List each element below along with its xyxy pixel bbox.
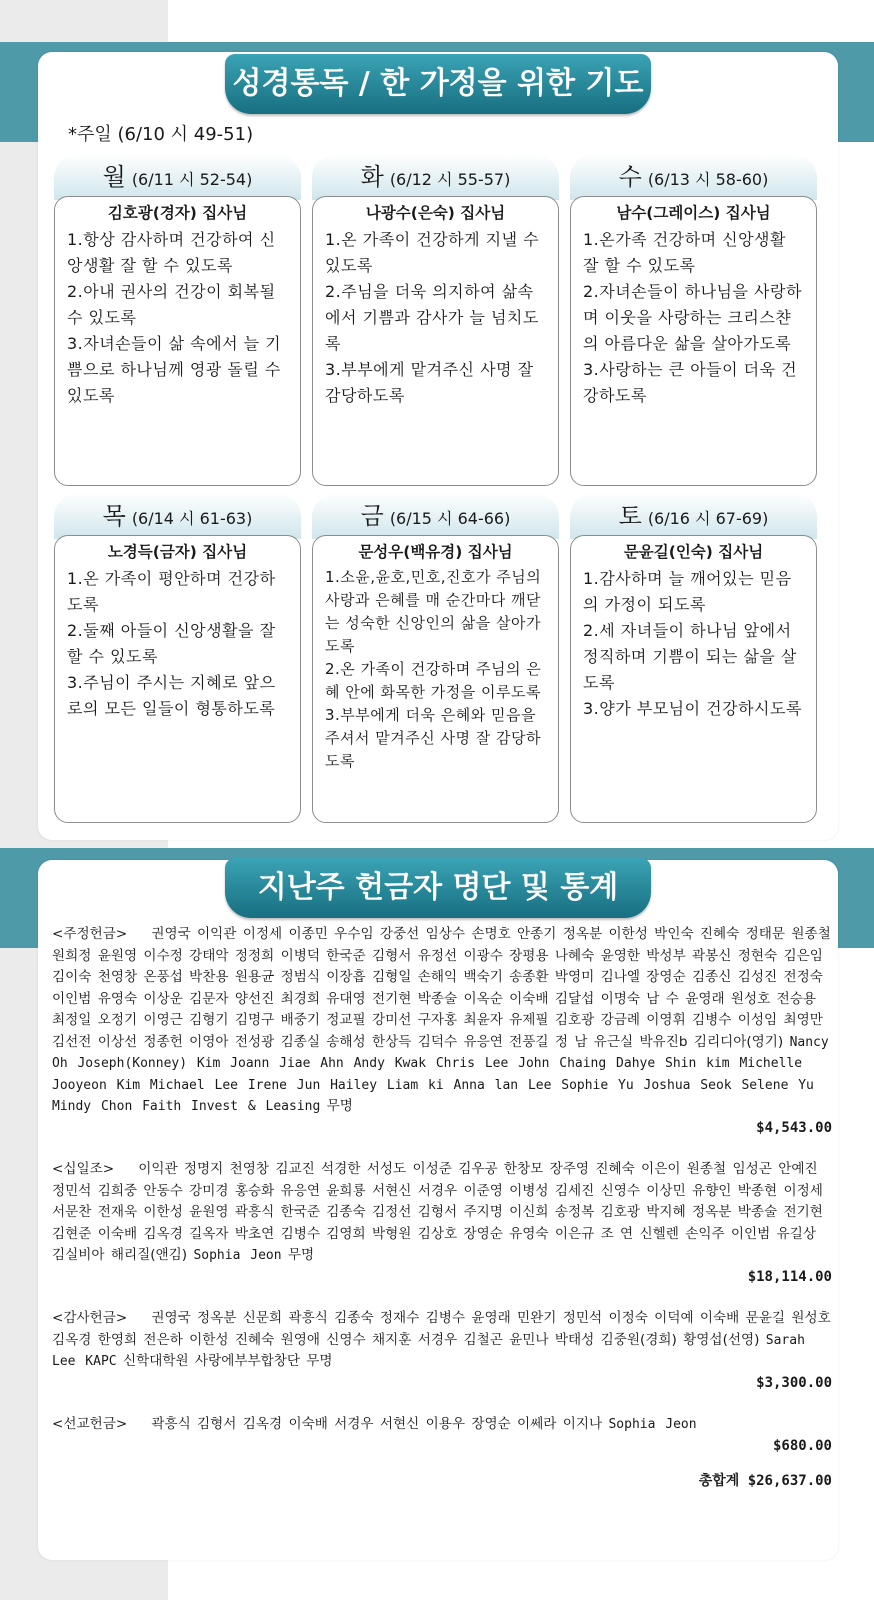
family-name: 문윤길(인숙) 집사님 bbox=[623, 543, 764, 561]
day-header-tue bbox=[312, 154, 559, 200]
prayer-item: 1.온가족 건강하며 신앙생활 잘 할 수 있도록 bbox=[583, 230, 786, 275]
day-header-wed bbox=[570, 154, 817, 200]
prayer-title: 성경통독 / 한 가정을 위한 기도 bbox=[225, 54, 651, 114]
section-label: <감사헌금> bbox=[52, 1310, 128, 1326]
prayer-item: 1.온 가족이 평안하며 건강하도록 bbox=[67, 569, 276, 614]
prayer-item: 3.주님이 주시는 지혜로 앞으로의 모든 일들이 형통하도록 bbox=[67, 673, 276, 718]
donor-names: 이익관 정명지 천영창 김교진 석경한 서성도 이성준 김우공 한창모 장주영 진혜숙 이은이 원종철 임성곤 안예진 정민석 김희중 안동수 강미경 홍승화 유응연 윤희룡 서현신 서경우 이준영 이병성 김세진 신영수 이상민 유향인 박종현 이정세 서문찬 전재욱 이한성 윤원영 곽흥식 한국준 김종숙 김정선 김형서 주지명 이신희 송정복 김호광 박지혜 정옥분 박종술 전기현 김현준 이숙배 김옥경 길옥자 박초연 김병수 김영희 박형원 김상호 장영순 유영숙 이은규 조 연 신헬렌 손익주 이인범 유길상 김실비아 해리질(앤김) bbox=[52, 1161, 823, 1263]
family-name: 문성우(백유경) 집사님 bbox=[358, 543, 513, 561]
donor-names: 곽흥식 김형서 김옥경 이숙배 서경우 서현신 이용우 장영순 이쎄라 이지나 bbox=[151, 1416, 603, 1432]
sunday-reading: *주일 (6/10 시 49-51) bbox=[68, 124, 254, 145]
donor-names-english: Sophia Jeon bbox=[193, 1248, 282, 1263]
donor-names-english: Nancy Oh Joseph(Konney) Kim Joann Jiae Ahn Andy Kwak Chris Lee John Chaing Dahye Shin kim Michelle Jooyeon Kim Michael Lee Irene Jun Hailey Liam ki Anna lan Lee Sophie Yu Joshua Seok Selene Yu Mindy Chon Faith Invest & Leasing bbox=[52, 1034, 829, 1114]
grand-total: 총합계 $26,637.00 bbox=[698, 1473, 832, 1489]
day-label: 수 bbox=[618, 163, 642, 191]
prayer-card-tue bbox=[312, 196, 559, 486]
day-label: 목 bbox=[102, 502, 126, 530]
prayer-item: 3.자녀손들이 삶 속에서 늘 기쁨으로 하나님께 영광 돌릴 수 있도록 bbox=[67, 334, 282, 405]
prayer-card-fri bbox=[312, 535, 559, 823]
donor-names-tail: 신학대학원 사랑에부부합창단 무명 bbox=[122, 1353, 333, 1369]
day-label: 월 bbox=[102, 163, 126, 191]
section-label: <십일조> bbox=[52, 1161, 115, 1177]
prayer-card-sat bbox=[570, 535, 817, 823]
day-label: 금 bbox=[360, 502, 384, 530]
donor-names-tail: 무명 bbox=[287, 1247, 315, 1263]
day-reading: (6/15 시 64-66) bbox=[389, 509, 511, 528]
prayer-item: 2.둘째 아들이 신앙생활을 잘 할 수 있도록 bbox=[67, 621, 276, 666]
prayer-item: 2.주님을 더욱 의지하여 삶속에서 기쁨과 감사가 늘 넘치도록 bbox=[325, 282, 539, 353]
prayer-item: 1.감사하며 늘 깨어있는 믿음의 가정이 되도록 bbox=[583, 569, 792, 614]
prayer-item: 3.사랑하는 큰 아들이 더욱 건강하도록 bbox=[583, 360, 798, 405]
section-label: <선교헌금> bbox=[52, 1416, 128, 1432]
donor-names-english: Sophia Jeon bbox=[608, 1417, 697, 1432]
section-amount: $18,114.00 bbox=[747, 1268, 832, 1285]
offering-section-mission bbox=[52, 1414, 832, 1457]
prayer-item: 2.온 가족이 건강하며 주님의 은혜 안에 화목한 가정을 이루도록 bbox=[325, 660, 542, 701]
prayer-card-mon bbox=[54, 196, 301, 486]
day-reading: (6/13 시 58-60) bbox=[647, 170, 769, 189]
day-header-mon bbox=[54, 154, 301, 200]
day-reading: (6/12 시 55-57) bbox=[389, 170, 511, 189]
day-reading: (6/14 시 61-63) bbox=[131, 509, 253, 528]
section-amount: $4,543.00 bbox=[756, 1119, 832, 1136]
section-amount: $680.00 bbox=[772, 1437, 832, 1454]
prayer-card-wed bbox=[570, 196, 817, 486]
day-header-fri bbox=[312, 493, 559, 539]
donor-names: 권영국 정옥분 신문희 곽흥식 김종숙 정재수 김병수 윤영래 민완기 정민석 이정숙 이덕예 이숙배 문윤길 원성호 김옥경 한영희 전은하 이한성 진혜숙 원영애 신영수 채지훈 서경우 김철곤 윤민나 박태성 김중원(경희) 황영섭(선영) bbox=[52, 1310, 831, 1348]
day-header-thu bbox=[54, 493, 301, 539]
offering-section-thanks bbox=[52, 1308, 832, 1394]
prayer-item: 2.아내 권사의 건강이 회복될 수 있도록 bbox=[67, 282, 276, 327]
family-name: 김호광(경자) 집사님 bbox=[107, 204, 248, 222]
offering-title: 지난주 헌금자 명단 및 통계 bbox=[225, 858, 651, 918]
prayer-item: 3.부부에게 맡겨주신 사명 잘 감당하도록 bbox=[325, 360, 534, 405]
prayer-item: 2.세 자녀들이 하나님 앞에서 정직하며 기쁨이 되는 삶을 살도록 bbox=[583, 621, 797, 692]
prayer-item: 1.소윤,윤호,민호,진호가 주님의 사랑과 은혜를 매 순간마다 깨닫는 성숙한 신앙인의 삶을 살아가도록 bbox=[325, 568, 542, 655]
prayer-item: 3.부부에게 더욱 은혜와 믿음을 주셔서 맡겨주신 사명 잘 감당하도록 bbox=[325, 706, 541, 770]
family-name: 남수(그레이스) 집사님 bbox=[616, 204, 771, 222]
offering-report bbox=[52, 924, 832, 1493]
section-amount: $3,300.00 bbox=[756, 1374, 832, 1391]
section-label: <주정헌금> bbox=[52, 926, 128, 942]
prayer-item: 1.온 가족이 건강하게 지낼 수 있도록 bbox=[325, 230, 540, 275]
donor-names-tail: 무명 bbox=[326, 1098, 353, 1114]
prayer-item: 1.항상 감사하며 건강하여 신앙생활 잘 할 수 있도록 bbox=[67, 230, 276, 275]
family-name: 노경득(금자) 집사님 bbox=[107, 543, 248, 561]
offering-section-tithe-regular bbox=[52, 924, 832, 1139]
offering-section-tithe bbox=[52, 1159, 832, 1288]
day-reading: (6/16 시 67-69) bbox=[647, 509, 769, 528]
day-header-sat bbox=[570, 493, 817, 539]
family-name: 나광수(은숙) 집사님 bbox=[365, 204, 506, 222]
day-reading: (6/11 시 52-54) bbox=[131, 170, 253, 189]
prayer-item: 3.양가 부모님이 건강하시도록 bbox=[583, 699, 802, 718]
donor-names: 권영국 이익관 이정세 이종민 우수임 강중선 임상수 손명호 안종기 정옥분 이한성 박인숙 진혜숙 정태문 원종철 원희정 윤원영 이수정 강태악 정정희 이병덕 한국준 김형서 유정선 이광수 장평용 나혜숙 윤영한 박성부 곽봉신 정현숙 김은임 김이숙 천영창 온풍섭 박찬용 원용균 정범식 이장흡 김형일 손해익 백숙기 송종환 박영미 김나엘 장영순 김종신 김성진 전정숙 이인범 유영숙 이상운 김문자 양선진 최경희 유대영 전기현 박종술 이옥순 이숙배 김달섭 이명숙 남 수 윤영래 원성호 전승용 최정일 오정기 이영근 김형기 김명구 배중기 정교필 강미선 구자홍 최윤자 유제필 김호광 강금례 이영휘 김병수 이성임 최영만 김선전 이상선 정종헌 이영아 전성광 김종실 송해성 한상득 김덕수 유응연 전풍길 정 남 유근실 박유진b 김리디아(영기) bbox=[52, 926, 831, 1050]
prayer-item: 2.자녀손들이 하나님을 사랑하며 이웃을 사랑하는 크리스챤의 아름다운 삶을 살아가도록 bbox=[583, 282, 802, 353]
day-label: 화 bbox=[360, 163, 384, 191]
prayer-card-thu bbox=[54, 535, 301, 823]
donor-names-english: Sarah Lee KAPC bbox=[52, 1332, 805, 1369]
day-label: 토 bbox=[618, 502, 642, 530]
